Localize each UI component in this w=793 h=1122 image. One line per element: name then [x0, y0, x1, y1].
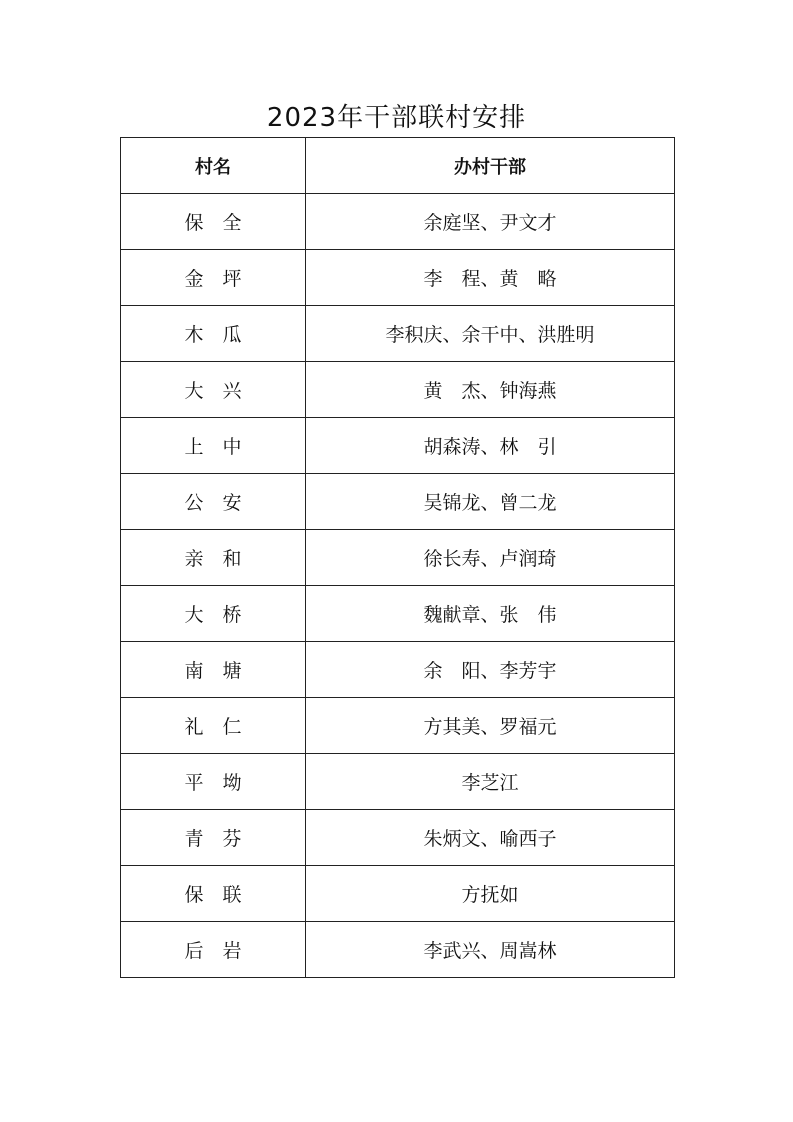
village-name-cell: 保 全	[121, 194, 306, 250]
cadres-cell: 余庭坚、尹文才	[306, 194, 675, 250]
cadres-cell: 余 阳、李芳宇	[306, 642, 675, 698]
village-name-cell: 保 联	[121, 866, 306, 922]
village-name-cell: 大 桥	[121, 586, 306, 642]
village-name-cell: 后 岩	[121, 922, 306, 978]
table-row	[121, 530, 675, 586]
cadres-cell: 李积庆、余干中、洪胜明	[306, 306, 675, 362]
table-row	[121, 810, 675, 866]
village-cadre-table	[120, 137, 675, 978]
cadres-cell: 吴锦龙、曾二龙	[306, 474, 675, 530]
table-row	[121, 642, 675, 698]
cadres-cell: 胡森涛、林 引	[306, 418, 675, 474]
table-row	[121, 474, 675, 530]
column-header-cadres: 办村干部	[306, 138, 675, 194]
table-row	[121, 922, 675, 978]
cadres-cell: 李芝江	[306, 754, 675, 810]
table-row	[121, 754, 675, 810]
village-name-cell: 青 芬	[121, 810, 306, 866]
page-title: 2023年干部联村安排	[266, 103, 527, 133]
village-name-cell: 木 瓜	[121, 306, 306, 362]
cadres-cell: 徐长寿、卢润琦	[306, 530, 675, 586]
village-name-cell: 礼 仁	[121, 698, 306, 754]
cadres-cell: 魏献章、张 伟	[306, 586, 675, 642]
table-row	[121, 586, 675, 642]
village-name-cell: 平 坳	[121, 754, 306, 810]
cadres-cell: 朱炳文、喻西子	[306, 810, 675, 866]
table-row	[121, 362, 675, 418]
village-name-cell: 亲 和	[121, 530, 306, 586]
village-name-cell: 南 塘	[121, 642, 306, 698]
village-name-cell: 大 兴	[121, 362, 306, 418]
cadres-cell: 方抚如	[306, 866, 675, 922]
table-row	[121, 418, 675, 474]
column-header-village: 村名	[121, 138, 306, 194]
cadres-cell: 方其美、罗福元	[306, 698, 675, 754]
table-row	[121, 866, 675, 922]
table-header-row	[121, 138, 675, 194]
table-row	[121, 698, 675, 754]
table-row	[121, 306, 675, 362]
cadres-cell: 黄 杰、钟海燕	[306, 362, 675, 418]
table-row	[121, 194, 675, 250]
cadres-cell: 李武兴、周嵩林	[306, 922, 675, 978]
table-row	[121, 250, 675, 306]
cadres-cell: 李 程、黄 略	[306, 250, 675, 306]
village-name-cell: 公 安	[121, 474, 306, 530]
village-name-cell: 金 坪	[121, 250, 306, 306]
village-name-cell: 上 中	[121, 418, 306, 474]
